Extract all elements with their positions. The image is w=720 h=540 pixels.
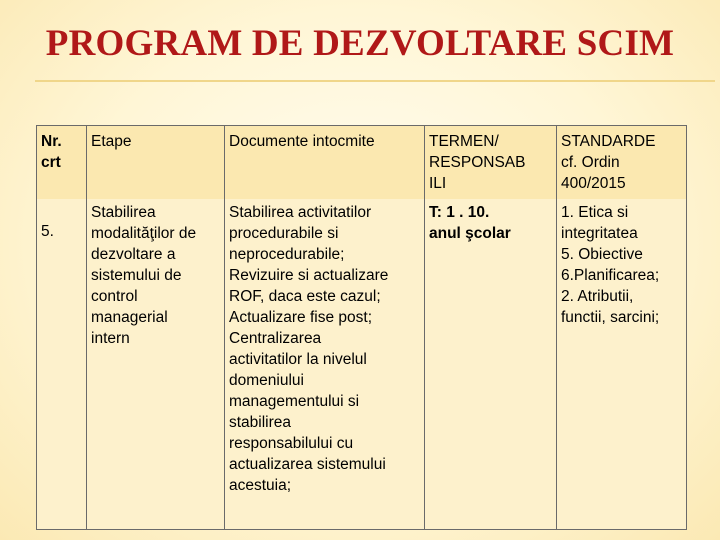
cell-line: managementului si bbox=[229, 393, 360, 410]
cell-line: stabilirea bbox=[229, 414, 292, 431]
row-etape bbox=[87, 199, 225, 530]
cell-line: Stabilirea bbox=[91, 204, 156, 221]
cell-line: 6.Planificarea; bbox=[561, 267, 660, 284]
cell-line: acestuia; bbox=[229, 477, 292, 494]
cell-line: functii, sarcini; bbox=[561, 309, 660, 326]
cell-line: Stabilirea activitatilor bbox=[229, 204, 372, 221]
cell-line: ROF, daca este cazul; bbox=[229, 288, 381, 305]
cell-line: Documente intocmite bbox=[229, 133, 375, 150]
cell-line: STANDARDE bbox=[561, 133, 656, 150]
cell-line: crt bbox=[41, 154, 61, 171]
cell-line: 1. Etica si bbox=[561, 204, 629, 221]
cell-line: Nr. bbox=[41, 133, 62, 150]
cell-line: TERMEN/ bbox=[429, 133, 499, 150]
cell-line: managerial bbox=[91, 309, 168, 326]
cell-line: T: 1 . 10. bbox=[429, 204, 490, 221]
cell-line: Etape bbox=[91, 133, 132, 150]
table-row bbox=[37, 199, 687, 530]
cell-line: Revizuire si actualizare bbox=[229, 267, 389, 284]
cell-line: anul şcolar bbox=[429, 225, 511, 242]
table-header-row bbox=[37, 126, 687, 200]
header-standarde bbox=[557, 126, 687, 200]
cell-line: intern bbox=[91, 330, 130, 347]
cell-line: RESPONSAB bbox=[429, 154, 526, 171]
cell-line: modalităţilor de bbox=[91, 225, 197, 242]
cell-line: Centralizarea bbox=[229, 330, 322, 347]
row-standarde bbox=[557, 199, 687, 530]
cell-line: dezvoltare a bbox=[91, 246, 176, 263]
cell-line: sistemului de bbox=[91, 267, 182, 284]
cell-line: control bbox=[91, 288, 138, 305]
cell-line: procedurabile si bbox=[229, 225, 339, 242]
title-underline bbox=[35, 80, 715, 82]
cell-line: integritatea bbox=[561, 225, 638, 242]
cell-line: actualizarea sistemului bbox=[229, 456, 386, 473]
header-documente bbox=[225, 126, 425, 200]
cell-line: 5. Obiective bbox=[561, 246, 643, 263]
header-nr-crt bbox=[37, 126, 87, 200]
scim-program-table bbox=[36, 125, 687, 530]
row-documente bbox=[225, 199, 425, 530]
cell-line: 400/2015 bbox=[561, 175, 626, 192]
cell-line: responsabilului cu bbox=[229, 435, 354, 452]
cell-line: ILI bbox=[429, 175, 447, 192]
cell-line: cf. Ordin bbox=[561, 154, 620, 171]
header-etape bbox=[87, 126, 225, 200]
row-termen bbox=[425, 199, 557, 530]
page-title: PROGRAM DE DEZVOLTARE SCIM bbox=[45, 23, 675, 64]
cell-line: activitatilor la nivelul bbox=[229, 351, 367, 368]
cell-line: Actualizare fise post; bbox=[229, 309, 373, 326]
cell-line: neprocedurabile; bbox=[229, 246, 345, 263]
cell-line: 2. Atributii, bbox=[561, 288, 634, 305]
cell-line: domeniului bbox=[229, 372, 304, 389]
header-termen bbox=[425, 126, 557, 200]
row-nr: 5. bbox=[37, 199, 87, 530]
